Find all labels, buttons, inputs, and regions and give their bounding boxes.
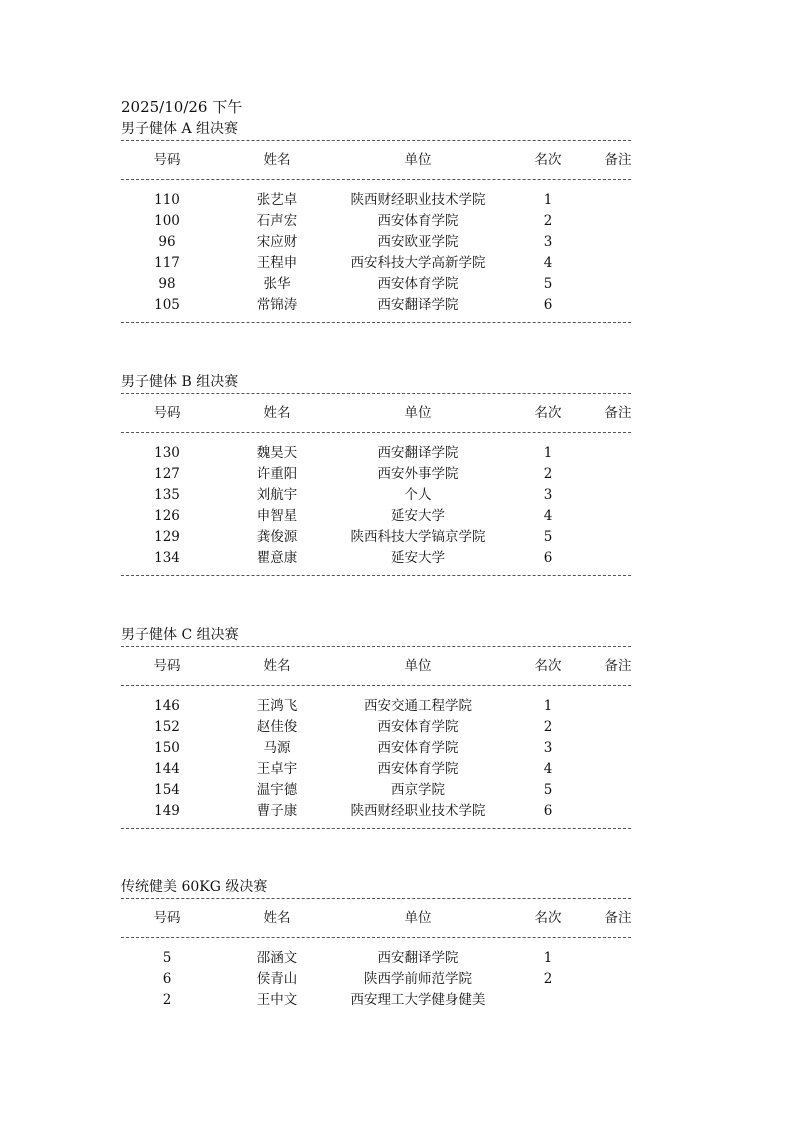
cell-unit: 西安翻译学院 <box>377 950 459 966</box>
cell-unit: 西京学院 <box>391 782 445 798</box>
result-section <box>121 371 633 576</box>
cell-rank: 5 <box>543 276 553 292</box>
header-unit: 单位 <box>404 910 432 926</box>
table-row <box>121 759 633 780</box>
cell-name: 侯青山 <box>256 971 298 987</box>
cell-number: 146 <box>154 698 180 714</box>
header-name: 姓名 <box>263 658 291 674</box>
dashed-divider <box>121 322 631 323</box>
result-section <box>121 118 633 323</box>
table-header <box>121 647 633 685</box>
cell-name: 瞿意康 <box>256 550 298 566</box>
table-header <box>121 141 633 179</box>
cell-unit: 西安科技大学高新学院 <box>350 255 486 271</box>
cell-number: 105 <box>154 297 180 313</box>
table-row <box>121 253 633 274</box>
cell-name: 张艺卓 <box>256 192 298 208</box>
cell-rank: 1 <box>543 698 553 714</box>
cell-rank: 3 <box>543 740 553 756</box>
cell-unit: 西安体育学院 <box>377 740 459 756</box>
cell-number: 127 <box>154 466 180 482</box>
cell-name: 王中文 <box>256 992 298 1008</box>
section-title: 男子健体 B 组决赛 <box>121 374 239 390</box>
cell-name: 张华 <box>263 276 291 292</box>
header-remark: 备注 <box>604 152 632 168</box>
section-title: 传统健美 60KG 级决赛 <box>121 879 268 895</box>
cell-unit: 西安体育学院 <box>377 213 459 229</box>
table-row <box>121 948 633 969</box>
table-row <box>121 211 633 232</box>
cell-unit: 个人 <box>404 487 432 503</box>
cell-rank: 3 <box>543 487 553 503</box>
header-number: 号码 <box>153 405 181 421</box>
table-row <box>121 527 633 548</box>
header-rank: 名次 <box>534 910 562 926</box>
table-row <box>121 232 633 253</box>
header-remark: 备注 <box>604 910 632 926</box>
header-number: 号码 <box>153 152 181 168</box>
table-row <box>121 464 633 485</box>
cell-number: 152 <box>154 719 180 735</box>
cell-rank: 1 <box>543 445 553 461</box>
cell-number: 110 <box>154 192 180 208</box>
cell-rank: 2 <box>543 971 553 987</box>
cell-unit: 西安体育学院 <box>377 276 459 292</box>
cell-name: 曹子康 <box>256 803 298 819</box>
cell-name: 申智星 <box>256 508 298 524</box>
dashed-divider <box>121 575 631 576</box>
header-rank: 名次 <box>534 658 562 674</box>
header-remark: 备注 <box>604 658 632 674</box>
cell-rank: 5 <box>543 529 553 545</box>
cell-rank: 6 <box>543 550 553 566</box>
table-row <box>121 696 633 717</box>
cell-rank: 2 <box>543 213 553 229</box>
cell-unit: 延安大学 <box>391 550 445 566</box>
cell-name: 王程申 <box>256 255 298 271</box>
table-row <box>121 717 633 738</box>
header-name: 姓名 <box>263 152 291 168</box>
cell-name: 刘航宇 <box>256 487 298 503</box>
table-row <box>121 295 633 316</box>
cell-rank: 1 <box>543 950 553 966</box>
table-row <box>121 738 633 759</box>
cell-number: 5 <box>162 950 172 966</box>
cell-name: 许重阳 <box>256 466 298 482</box>
cell-unit: 陕西财经职业技术学院 <box>350 192 486 208</box>
table-header <box>121 899 633 937</box>
cell-number: 100 <box>154 213 180 229</box>
cell-name: 王鸿飞 <box>256 698 298 714</box>
cell-name: 常锦涛 <box>256 297 298 313</box>
table-row <box>121 990 633 1011</box>
cell-number: 117 <box>154 255 180 271</box>
cell-rank: 6 <box>543 297 553 313</box>
cell-rank: 4 <box>543 508 553 524</box>
cell-rank: 4 <box>543 761 553 777</box>
table-row <box>121 969 633 990</box>
cell-unit: 陕西财经职业技术学院 <box>350 803 486 819</box>
cell-number: 126 <box>154 508 180 524</box>
table-row <box>121 801 633 822</box>
header-number: 号码 <box>153 910 181 926</box>
header-name: 姓名 <box>263 405 291 421</box>
table-row <box>121 485 633 506</box>
result-section <box>121 624 633 829</box>
table-row <box>121 780 633 801</box>
cell-unit: 西安理工大学健身健美 <box>350 992 486 1008</box>
page-date: 2025/10/26 下午 <box>121 98 243 116</box>
cell-unit: 西安交通工程学院 <box>364 698 472 714</box>
table-header <box>121 394 633 432</box>
table-row <box>121 506 633 527</box>
cell-rank: 2 <box>543 719 553 735</box>
table-row <box>121 548 633 569</box>
cell-unit: 陕西科技大学镐京学院 <box>350 529 486 545</box>
cell-number: 144 <box>154 761 180 777</box>
table-row <box>121 274 633 295</box>
cell-number: 154 <box>154 782 180 798</box>
cell-rank: 4 <box>543 255 553 271</box>
table-row <box>121 443 633 464</box>
cell-number: 129 <box>154 529 180 545</box>
cell-number: 149 <box>154 803 180 819</box>
cell-unit: 西安翻译学院 <box>377 297 459 313</box>
cell-unit: 西安欧亚学院 <box>377 234 459 250</box>
cell-rank: 2 <box>543 466 553 482</box>
result-section <box>121 876 633 1011</box>
header-rank: 名次 <box>534 405 562 421</box>
header-number: 号码 <box>153 658 181 674</box>
header-unit: 单位 <box>404 152 432 168</box>
header-unit: 单位 <box>404 658 432 674</box>
cell-name: 温宇德 <box>256 782 298 798</box>
cell-rank: 5 <box>543 782 553 798</box>
cell-name: 赵佳俊 <box>256 719 298 735</box>
cell-name: 王卓宇 <box>256 761 298 777</box>
cell-rank: 1 <box>543 192 553 208</box>
header-name: 姓名 <box>263 910 291 926</box>
cell-number: 150 <box>154 740 180 756</box>
cell-name: 宋应财 <box>256 234 298 250</box>
section-title: 男子健体 A 组决赛 <box>121 121 239 137</box>
cell-number: 134 <box>154 550 180 566</box>
cell-unit: 西安翻译学院 <box>377 445 459 461</box>
header-remark: 备注 <box>604 405 632 421</box>
header-rank: 名次 <box>534 152 562 168</box>
cell-rank: 6 <box>543 803 553 819</box>
cell-name: 龚俊源 <box>256 529 298 545</box>
cell-rank: 3 <box>543 234 553 250</box>
section-title: 男子健体 C 组决赛 <box>121 627 239 643</box>
dashed-divider <box>121 828 631 829</box>
cell-name: 魏昊天 <box>256 445 298 461</box>
cell-unit: 西安体育学院 <box>377 719 459 735</box>
header-unit: 单位 <box>404 405 432 421</box>
cell-unit: 陕西学前师范学院 <box>364 971 472 987</box>
cell-unit: 延安大学 <box>391 508 445 524</box>
cell-number: 6 <box>162 971 172 987</box>
cell-name: 马源 <box>263 740 291 756</box>
cell-name: 邵涵文 <box>256 950 298 966</box>
cell-unit: 西安外事学院 <box>377 466 459 482</box>
cell-number: 96 <box>158 234 176 250</box>
cell-unit: 西安体育学院 <box>377 761 459 777</box>
cell-number: 2 <box>162 992 172 1008</box>
cell-number: 98 <box>158 276 176 292</box>
cell-number: 130 <box>154 445 180 461</box>
cell-number: 135 <box>154 487 180 503</box>
cell-name: 石声宏 <box>256 213 298 229</box>
table-row <box>121 190 633 211</box>
